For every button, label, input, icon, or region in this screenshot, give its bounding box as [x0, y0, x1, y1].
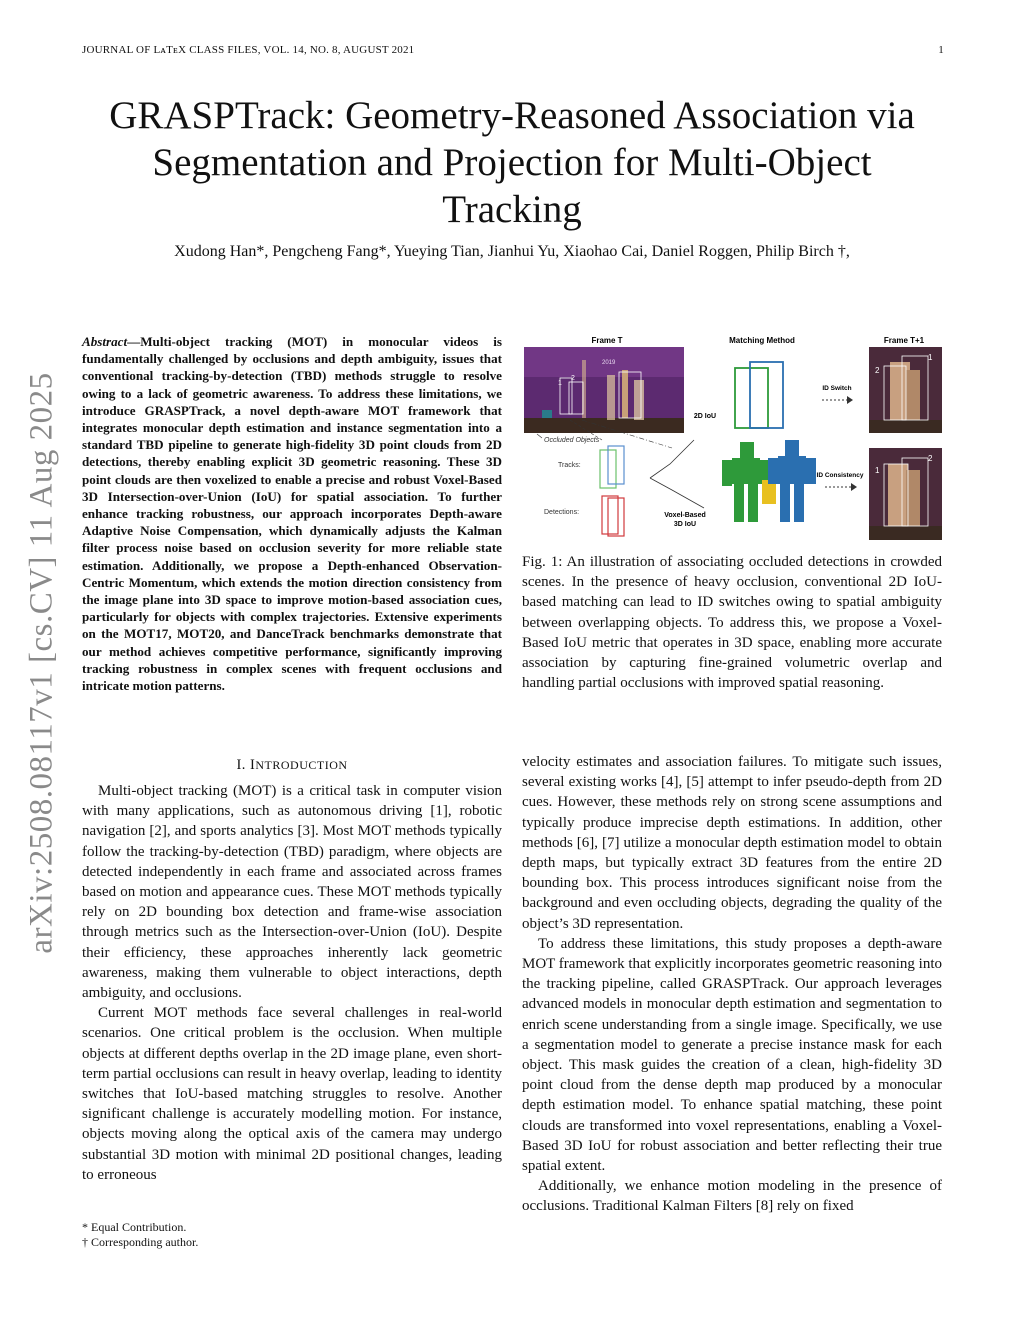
figure-illustration: [522, 330, 944, 542]
detection-box-1: [602, 496, 618, 534]
abstract-text: —Multi-object tracking (MOT) in monocular videos is fundamentally challenged by occlusions and depth ambiguity, issues that conventional tracking-by-detection (TBD) methods struggle to resolve owing to a lack of geometric awareness. To address these limitations, we introduce GRASPTrack, a novel depth-aware MOT framework that integrates monocular depth estimation and instance segmentation into a standard TBD pipeline to generate high-fidelity 3D point clouds from 2D detections, thereby enabling explicit 3D geometric reasoning. These 3D point clouds are then voxelized to enable a precise and robust Voxel-Based 3D Intersection-over-Union (IoU) for spatial association. To further enhance tracking robustness, our approach incorporates Depth-aware Adaptive Noise Compensation, which dynamically adjusts the Kalman filter process noise based on occlusion severity for more reliable state estimation. Additionally, we propose a Depth-enhanced Observation-Centric Momentum, which extends the motion direction consistency from the image plane into 3D space to improve motion-based association cues, particularly for objects with complex trajectories. Extensive experiments on the MOT17, MOT20, and DanceTrack benchmarks demonstrate that our method achieves competitive performance, significantly improving tracking robustness in complex scenes with frequent occlusions and intricate motion patterns.: [82, 334, 502, 694]
section-title-rest: NTRODUCTION: [255, 758, 348, 772]
body-column-left: [82, 781, 502, 1185]
voxel-label-line1: Voxel-Based: [664, 512, 706, 519]
iou2d-label: 2D IoU: [693, 413, 717, 420]
footnote-corresponding-author: † Corresponding author.: [82, 1235, 199, 1249]
frame-t1-bottom-id-2: 2: [928, 454, 933, 463]
caption-label: Fig. 1:: [522, 554, 563, 570]
frame-t-label: Frame T: [591, 336, 623, 345]
intro-paragraph-3: velocity estimates and association failures. To mitigate such issues, several existing works [4], [5] attempt to infer pseudo-depth from 2D cues. However, these methods rely on strong scene assumptions and typically produce imprecise depth estimations. In addition, other methods [6], [7] utilize a monocular depth estimation model to obtain depth maps, but typically extract 3D features from the entire 2D bounding box. This process introduces significant noise from the background and even occluding objects, degrading the quality of the object’s 3D representation.: [522, 754, 942, 932]
frame-t-id-2: 2: [571, 375, 575, 382]
frame-t-id-1: 1: [558, 380, 562, 387]
section-heading-introduction: [82, 757, 502, 774]
voxel-figure-blue: [768, 440, 816, 522]
iou-box-green: [735, 368, 768, 428]
body-column-right: [522, 752, 942, 1217]
frame-t1-photo-bottom: [869, 448, 942, 540]
frame-t-photo: [524, 347, 684, 433]
id-switch-label: ID Switch: [822, 385, 852, 392]
frame-t1-bottom-id-1: 1: [875, 466, 880, 475]
figure-caption: [522, 552, 942, 693]
arxiv-identifier[interactable]: arXiv:2508.08117v1 [cs.CV] 11 Aug 2025: [23, 372, 60, 954]
intro-paragraph-4: To address these limitations, this study proposes a depth-aware MOT framework that explicitly incorporates geometric reasoning into the tracking pipeline, called GRASPTrack. Our approach leverages advanced models in monocular depth estimation and segmentation to enrich scene understanding from a single image. Specifically, we use a segmentation model to generate a precise instance mask for each object. This mask guides the creation of a clean, high-fidelity 3D point cloud from the dense depth map produced by a monocular depth estimation model. To enhance spatial matching, these point clouds are transformed into voxel representations, enabling a Voxel-Based 3D IoU for robust association and better reflecting their true spatial extent.: [522, 935, 943, 1175]
arxiv-stamp: [14, 368, 70, 958]
section-numeral: I.: [236, 757, 246, 773]
intro-paragraph-5: Additionally, we enhance motion modeling in the presence of occlusions. Traditional Kalman Filters [8] rely on fixed: [522, 1178, 942, 1215]
occluded-objects-label: Occluded Objects: [544, 437, 600, 444]
author-list: Xudong Han*, Pengcheng Fang*, Yueying Tian, Jianhui Yu, Xiaohao Cai, Daniel Roggen, Philip Birch †,: [174, 243, 850, 260]
paper-title: GRASPTrack: Geometry-Reasoned Association via Segmentation and Projection for Multi-Object Tracking: [109, 94, 915, 231]
footnotes: [82, 1220, 502, 1250]
matching-method-label: Matching Method: [729, 336, 795, 345]
abstract: [82, 333, 502, 694]
footnote-equal-contribution: * Equal Contribution.: [82, 1220, 187, 1234]
frame-t1-top-id-2: 2: [875, 366, 880, 375]
voxel-label-line2: 3D IoU: [673, 521, 697, 528]
caption-text: An illustration of associating occluded detections in crowded scenes. In the presence of heavy occlusion, conventional 2D IoU-based matching can lead to ID switches owing to spatial ambiguity between overlapping objects. To address this, we propose a Voxel-Based IoU metric that operates in 3D space, enabling more accurate association by capturing fine-grained volumetric overlap and handling partial occlusions with improved spatial reasoning.: [522, 554, 942, 692]
frame-t1-photo-top: [869, 347, 942, 433]
iou-box-blue: [750, 362, 783, 428]
intro-paragraph-2: Current MOT methods face several challenges in real-world scenarios. One critical problem is the occlusion. When multiple objects at different depths overlap in the 2D image plane, even short-term partial occlusions can result in heavy overlap, leading to identity switches that IoU-based matching struggles to resolve. Another significant challenge is accurately modelling motion. For instance, objects moving along the optical axis of the camera may undergo substantial 3D motion with minimal 2D positional changes, leading to erroneous: [82, 1005, 502, 1183]
frame-t1-top-id-1: 1: [928, 353, 933, 362]
id-consistency-label: ID Consistency: [816, 472, 864, 479]
page-number: 1: [938, 44, 944, 56]
figure-1: [522, 330, 944, 542]
intro-paragraph-1: Multi-object tracking (MOT) is a critical task in computer vision with many applications, such as autonomous driving [1], robotic navigation [2], and sports analytics [3]. Most MOT methods typically follow the tracking-by-detection (TBD) paradigm, where objects are detected independently in each frame and associated across frames based on motion and appearance cues. These MOT methods typically rely on 2D bounding box detection and frame-wise association through metrics such as the Intersection-over-Union (IoU). Despite their efficiency, these approaches inherently lack geometric awareness, making them vulnerable to object interactions, depth ambiguity, and occlusions.: [82, 783, 502, 1002]
frame-t-year: 2019: [602, 360, 616, 366]
abstract-label: Abstract: [82, 334, 128, 349]
section-initial: I: [250, 757, 256, 773]
running-head: [82, 44, 944, 56]
detections-label: Detections:: [544, 509, 580, 516]
frame-t1-label: Frame T+1: [883, 336, 925, 345]
tracks-label: Tracks:: [558, 462, 581, 469]
journal-name: JOURNAL OF LᴀTᴇX CLASS FILES, VOL. 14, NO. 8, AUGUST 2021: [82, 44, 415, 56]
detection-box-2: [608, 498, 624, 536]
